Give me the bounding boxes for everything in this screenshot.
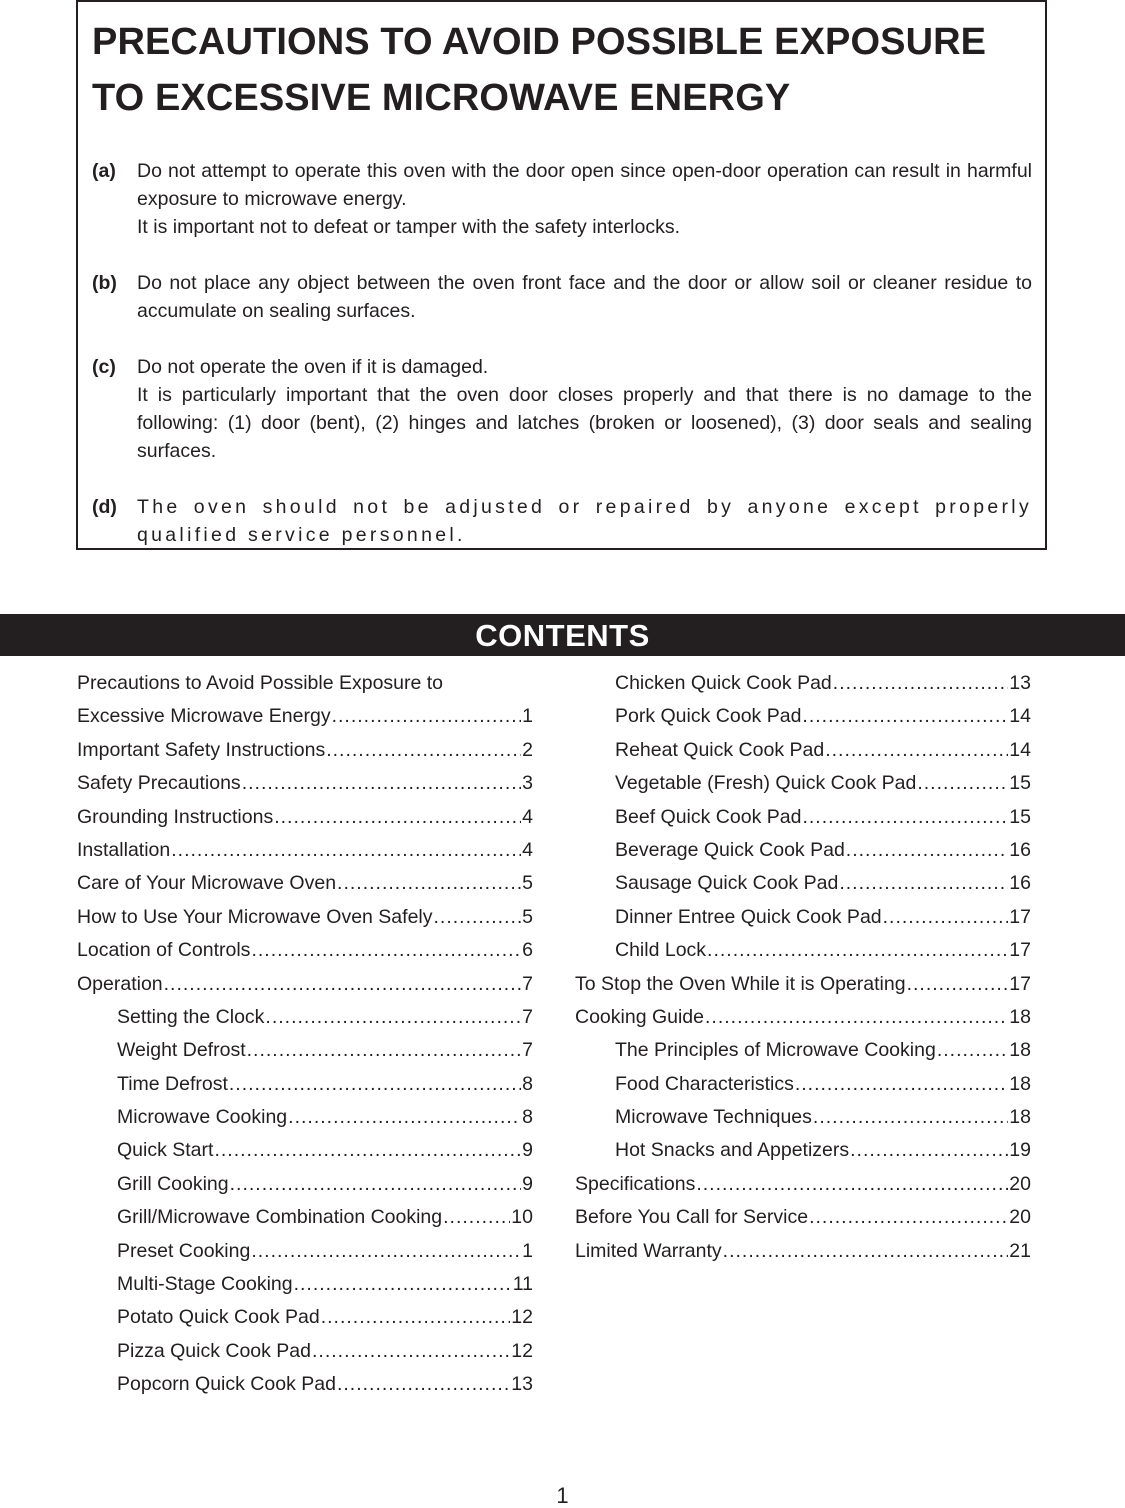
toc-leader-dots xyxy=(326,734,521,767)
toc-leader-dots xyxy=(883,901,1009,934)
toc-entry-page: 6 xyxy=(522,939,533,962)
toc-entry-label: Care of Your Microwave Oven xyxy=(77,872,337,895)
precaution-item-b xyxy=(92,269,1032,325)
toc-entry-label: Microwave Cooking xyxy=(117,1106,288,1129)
toc-entry xyxy=(77,834,533,867)
toc-leader-dots xyxy=(288,1101,521,1134)
toc-leader-dots xyxy=(850,1134,1008,1167)
precaution-text: Do not place any object between the oven front face and the door or allow soil or cleaner residue to accumulate on sealing surfaces. xyxy=(137,272,1032,322)
toc-leader-dots xyxy=(723,1235,1009,1268)
toc-entry-label: Setting the Clock xyxy=(117,1005,265,1028)
toc-entry xyxy=(575,1068,1031,1101)
precaution-letter: (c) xyxy=(92,356,116,378)
toc-entry-label: Beef Quick Cook Pad xyxy=(615,805,802,828)
toc-leader-dots xyxy=(802,700,1008,733)
toc-entry-page: 17 xyxy=(1009,972,1031,995)
precaution-text: It is important not to defeat or tamper with the safety interlocks. xyxy=(137,216,681,238)
toc-entry-page: 8 xyxy=(522,1072,533,1095)
toc-leader-dots xyxy=(846,834,1009,867)
toc-entry-label: Quick Start xyxy=(117,1139,214,1162)
toc-entry-page: 7 xyxy=(522,972,533,995)
precaution-text: It is particularly important that the oven door closes properly and that there is no damage to the following: (1) door (bent), (2) hinges and latches (broken or loosened), (3) door seals and sealing surfaces. xyxy=(137,384,1032,462)
toc-entry-label: Cooking Guide xyxy=(575,1005,704,1028)
precaution-text: Do not attempt to operate this oven with the door open since open-door operation can result in harmful exposure to microwave energy. xyxy=(137,160,1032,210)
toc-entry xyxy=(77,801,533,834)
toc-entry-page: 21 xyxy=(1009,1239,1031,1262)
precaution-letter: (d) xyxy=(92,496,117,518)
toc-entry-page: 18 xyxy=(1009,1005,1031,1028)
toc-left-column xyxy=(77,667,533,1402)
toc-entry-page: 20 xyxy=(1009,1206,1031,1229)
toc-entry-page: 10 xyxy=(511,1206,533,1229)
toc-entry xyxy=(575,700,1031,733)
toc-right-column xyxy=(575,667,1031,1268)
toc-entry-page: 1 xyxy=(522,1239,533,1262)
toc-leader-dots xyxy=(937,1034,1008,1067)
toc-leader-dots xyxy=(833,667,1009,700)
toc-entry-page: 18 xyxy=(1009,1106,1031,1129)
toc-leader-dots xyxy=(247,1034,522,1067)
toc-entry-label: Microwave Techniques xyxy=(615,1106,812,1129)
toc-entry xyxy=(575,1034,1031,1067)
toc-entry-label: Location of Controls xyxy=(77,939,251,962)
toc-entry-label: Limited Warranty xyxy=(575,1239,722,1262)
toc-entry-page: 2 xyxy=(522,738,533,761)
toc-entry-label: How to Use Your Microwave Oven Safely xyxy=(77,905,433,928)
toc-leader-dots xyxy=(332,700,522,733)
toc-leader-dots xyxy=(321,1301,511,1334)
toc-leader-dots xyxy=(795,1068,1008,1101)
toc-entry-page: 18 xyxy=(1009,1072,1031,1095)
precautions-title xyxy=(92,14,1032,126)
toc-entry-label: Beverage Quick Cook Pad xyxy=(615,838,845,861)
toc-entry-page: 14 xyxy=(1009,738,1031,761)
precautions-list xyxy=(92,157,1032,549)
toc-leader-dots xyxy=(242,767,521,800)
toc-leader-dots xyxy=(707,934,1008,967)
precaution-item-a xyxy=(92,157,1032,241)
toc-entry xyxy=(575,801,1031,834)
toc-entry xyxy=(575,1001,1031,1034)
toc-entry xyxy=(77,1201,533,1234)
toc-entry-page: 5 xyxy=(522,905,533,928)
toc-entry-label: Preset Cooking xyxy=(117,1239,251,1262)
toc-entry-page: 5 xyxy=(522,872,533,895)
toc-entry-label: Popcorn Quick Cook Pad xyxy=(117,1373,336,1396)
precautions-title-line1: PRECAUTIONS TO AVOID POSSIBLE EXPOSURE xyxy=(92,21,987,63)
toc-leader-dots xyxy=(809,1201,1008,1234)
toc-entry-label: Pizza Quick Cook Pad xyxy=(117,1339,312,1362)
toc-entry-label: To Stop the Oven While it is Operating xyxy=(575,972,906,995)
toc-entry-label: Child Lock xyxy=(615,939,707,962)
contents-heading: CONTENTS xyxy=(0,614,1125,656)
toc-leader-dots xyxy=(214,1134,521,1167)
toc-entry xyxy=(575,834,1031,867)
toc-entry-page: 15 xyxy=(1009,772,1031,795)
toc-entry-label: Vegetable (Fresh) Quick Cook Pad xyxy=(615,772,917,795)
toc-entry xyxy=(575,867,1031,900)
toc-leader-dots xyxy=(825,734,1008,767)
toc-leader-dots xyxy=(312,1335,510,1368)
toc-entry-label: Hot Snacks and Appetizers xyxy=(615,1139,850,1162)
toc-entry-page: 7 xyxy=(522,1039,533,1062)
toc-entry-label: Specifications xyxy=(575,1172,696,1195)
toc-leader-dots xyxy=(917,767,1008,800)
toc-entry xyxy=(575,901,1031,934)
toc-entry-label: Important Safety Instructions xyxy=(77,738,326,761)
toc-entry xyxy=(77,934,533,967)
toc-entry xyxy=(575,734,1031,767)
toc-entry-label: Excessive Microwave Energy xyxy=(77,705,331,728)
toc-entry xyxy=(575,1168,1031,1201)
toc-entry-page: 1 xyxy=(522,705,533,728)
toc-entry-label: Sausage Quick Cook Pad xyxy=(615,872,839,895)
precaution-text: The oven should not be adjusted or repaired by anyone except properly qualified service personnel. xyxy=(137,496,1032,546)
toc-entry-label: Grill/Microwave Combination Cooking xyxy=(117,1206,443,1229)
toc-entry-label: Multi-Stage Cooking xyxy=(117,1273,293,1296)
toc-entry-label: Weight Defrost xyxy=(117,1039,246,1062)
toc-entry-page: 18 xyxy=(1009,1039,1031,1062)
toc-entry-label: Dinner Entree Quick Cook Pad xyxy=(615,905,882,928)
toc-entry-page: 16 xyxy=(1009,872,1031,895)
toc-entry xyxy=(575,1134,1031,1167)
toc-entry-page: 19 xyxy=(1009,1139,1031,1162)
toc-entry-page: 8 xyxy=(522,1106,533,1129)
toc-entry-page: 20 xyxy=(1009,1172,1031,1195)
toc-entry xyxy=(575,968,1031,1001)
toc-leader-dots xyxy=(813,1101,1008,1134)
toc-entry-page: 7 xyxy=(522,1005,533,1028)
toc-leader-dots xyxy=(802,801,1008,834)
toc-entry xyxy=(77,867,533,900)
toc-entry xyxy=(77,667,533,700)
toc-leader-dots xyxy=(251,1235,521,1268)
precaution-letter: (a) xyxy=(92,160,116,182)
toc-leader-dots xyxy=(294,1268,512,1301)
toc-leader-dots xyxy=(230,1168,522,1201)
toc-entry-page: 17 xyxy=(1009,905,1031,928)
toc-leader-dots xyxy=(251,934,521,967)
toc-leader-dots xyxy=(171,834,521,867)
toc-leader-dots xyxy=(907,968,1009,1001)
toc-entry-page: 4 xyxy=(522,805,533,828)
toc-entry-page: 9 xyxy=(522,1139,533,1162)
toc-leader-dots xyxy=(443,1201,510,1234)
toc-entry xyxy=(77,901,533,934)
toc-entry-label: Potato Quick Cook Pad xyxy=(117,1306,320,1329)
toc-entry-label: The Principles of Microwave Cooking xyxy=(615,1039,936,1062)
toc-entry-page: 11 xyxy=(512,1273,533,1296)
toc-entry xyxy=(575,667,1031,700)
toc-entry-label: Installation xyxy=(77,838,171,861)
toc-entry-label: Operation xyxy=(77,972,163,995)
toc-entry-page: 16 xyxy=(1009,838,1031,861)
toc-entry-page: 15 xyxy=(1009,805,1031,828)
toc-entry xyxy=(77,1001,533,1034)
toc-entry xyxy=(77,1168,533,1201)
toc-entry xyxy=(77,1034,533,1067)
toc-leader-dots xyxy=(164,968,522,1001)
toc-entry-page: 13 xyxy=(511,1373,533,1396)
toc-entry xyxy=(77,1068,533,1101)
toc-entry-label: Grounding Instructions xyxy=(77,805,274,828)
precaution-item-d xyxy=(92,493,1032,549)
toc-leader-dots xyxy=(696,1168,1008,1201)
toc-leader-dots xyxy=(274,801,521,834)
toc-entry-label: Pork Quick Cook Pad xyxy=(615,705,802,728)
toc-entry xyxy=(77,1301,533,1334)
toc-entry-page: 3 xyxy=(522,772,533,795)
precaution-text: Do not operate the oven if it is damaged. xyxy=(137,356,489,378)
toc-entry-label: Food Characteristics xyxy=(615,1072,794,1095)
precaution-item-c xyxy=(92,353,1032,465)
toc-entry-label: Precautions to Avoid Possible Exposure to xyxy=(77,672,444,694)
toc-entry-page: 13 xyxy=(1009,672,1031,694)
page-number: 1 xyxy=(556,1483,569,1508)
toc-entry xyxy=(575,1101,1031,1134)
toc-leader-dots xyxy=(229,1068,521,1101)
toc-entry xyxy=(77,1134,533,1167)
toc-entry xyxy=(77,734,533,767)
toc-entry-page: 4 xyxy=(522,838,533,861)
toc-entry xyxy=(77,1335,533,1368)
toc-leader-dots xyxy=(265,1001,521,1034)
precautions-title-line2: TO EXCESSIVE MICROWAVE ENERGY xyxy=(92,77,791,119)
toc-entry xyxy=(77,1101,533,1134)
toc-leader-dots xyxy=(839,867,1008,900)
toc-entry-page: 12 xyxy=(511,1339,533,1362)
toc-entry xyxy=(575,934,1031,967)
toc-entry xyxy=(77,767,533,800)
toc-entry xyxy=(77,1368,533,1401)
toc-entry-page: 14 xyxy=(1009,705,1031,728)
toc-entry-page: 9 xyxy=(522,1172,533,1195)
toc-entry xyxy=(77,968,533,1001)
toc-entry xyxy=(77,1268,533,1301)
toc-entry-page: 17 xyxy=(1009,939,1031,962)
toc-entry-page: 12 xyxy=(511,1306,533,1329)
toc-entry-label: Chicken Quick Cook Pad xyxy=(615,672,832,694)
toc-entry-label: Before You Call for Service xyxy=(575,1206,809,1229)
toc-entry-label: Time Defrost xyxy=(117,1072,228,1095)
toc-leader-dots xyxy=(705,1001,1008,1034)
toc-entry xyxy=(575,1201,1031,1234)
toc-entry-label: Grill Cooking xyxy=(117,1172,229,1195)
toc-leader-dots xyxy=(337,867,521,900)
toc-entry xyxy=(575,1235,1031,1268)
toc-entry xyxy=(77,1235,533,1268)
toc-entry-label: Safety Precautions xyxy=(77,772,241,795)
toc-entry-label: Reheat Quick Cook Pad xyxy=(615,738,825,761)
precautions-box xyxy=(76,0,1047,550)
toc-leader-dots xyxy=(337,1368,510,1401)
precaution-letter: (b) xyxy=(92,272,117,294)
toc-leader-dots xyxy=(434,901,522,934)
toc-entry xyxy=(77,700,533,733)
toc-entry xyxy=(575,767,1031,800)
